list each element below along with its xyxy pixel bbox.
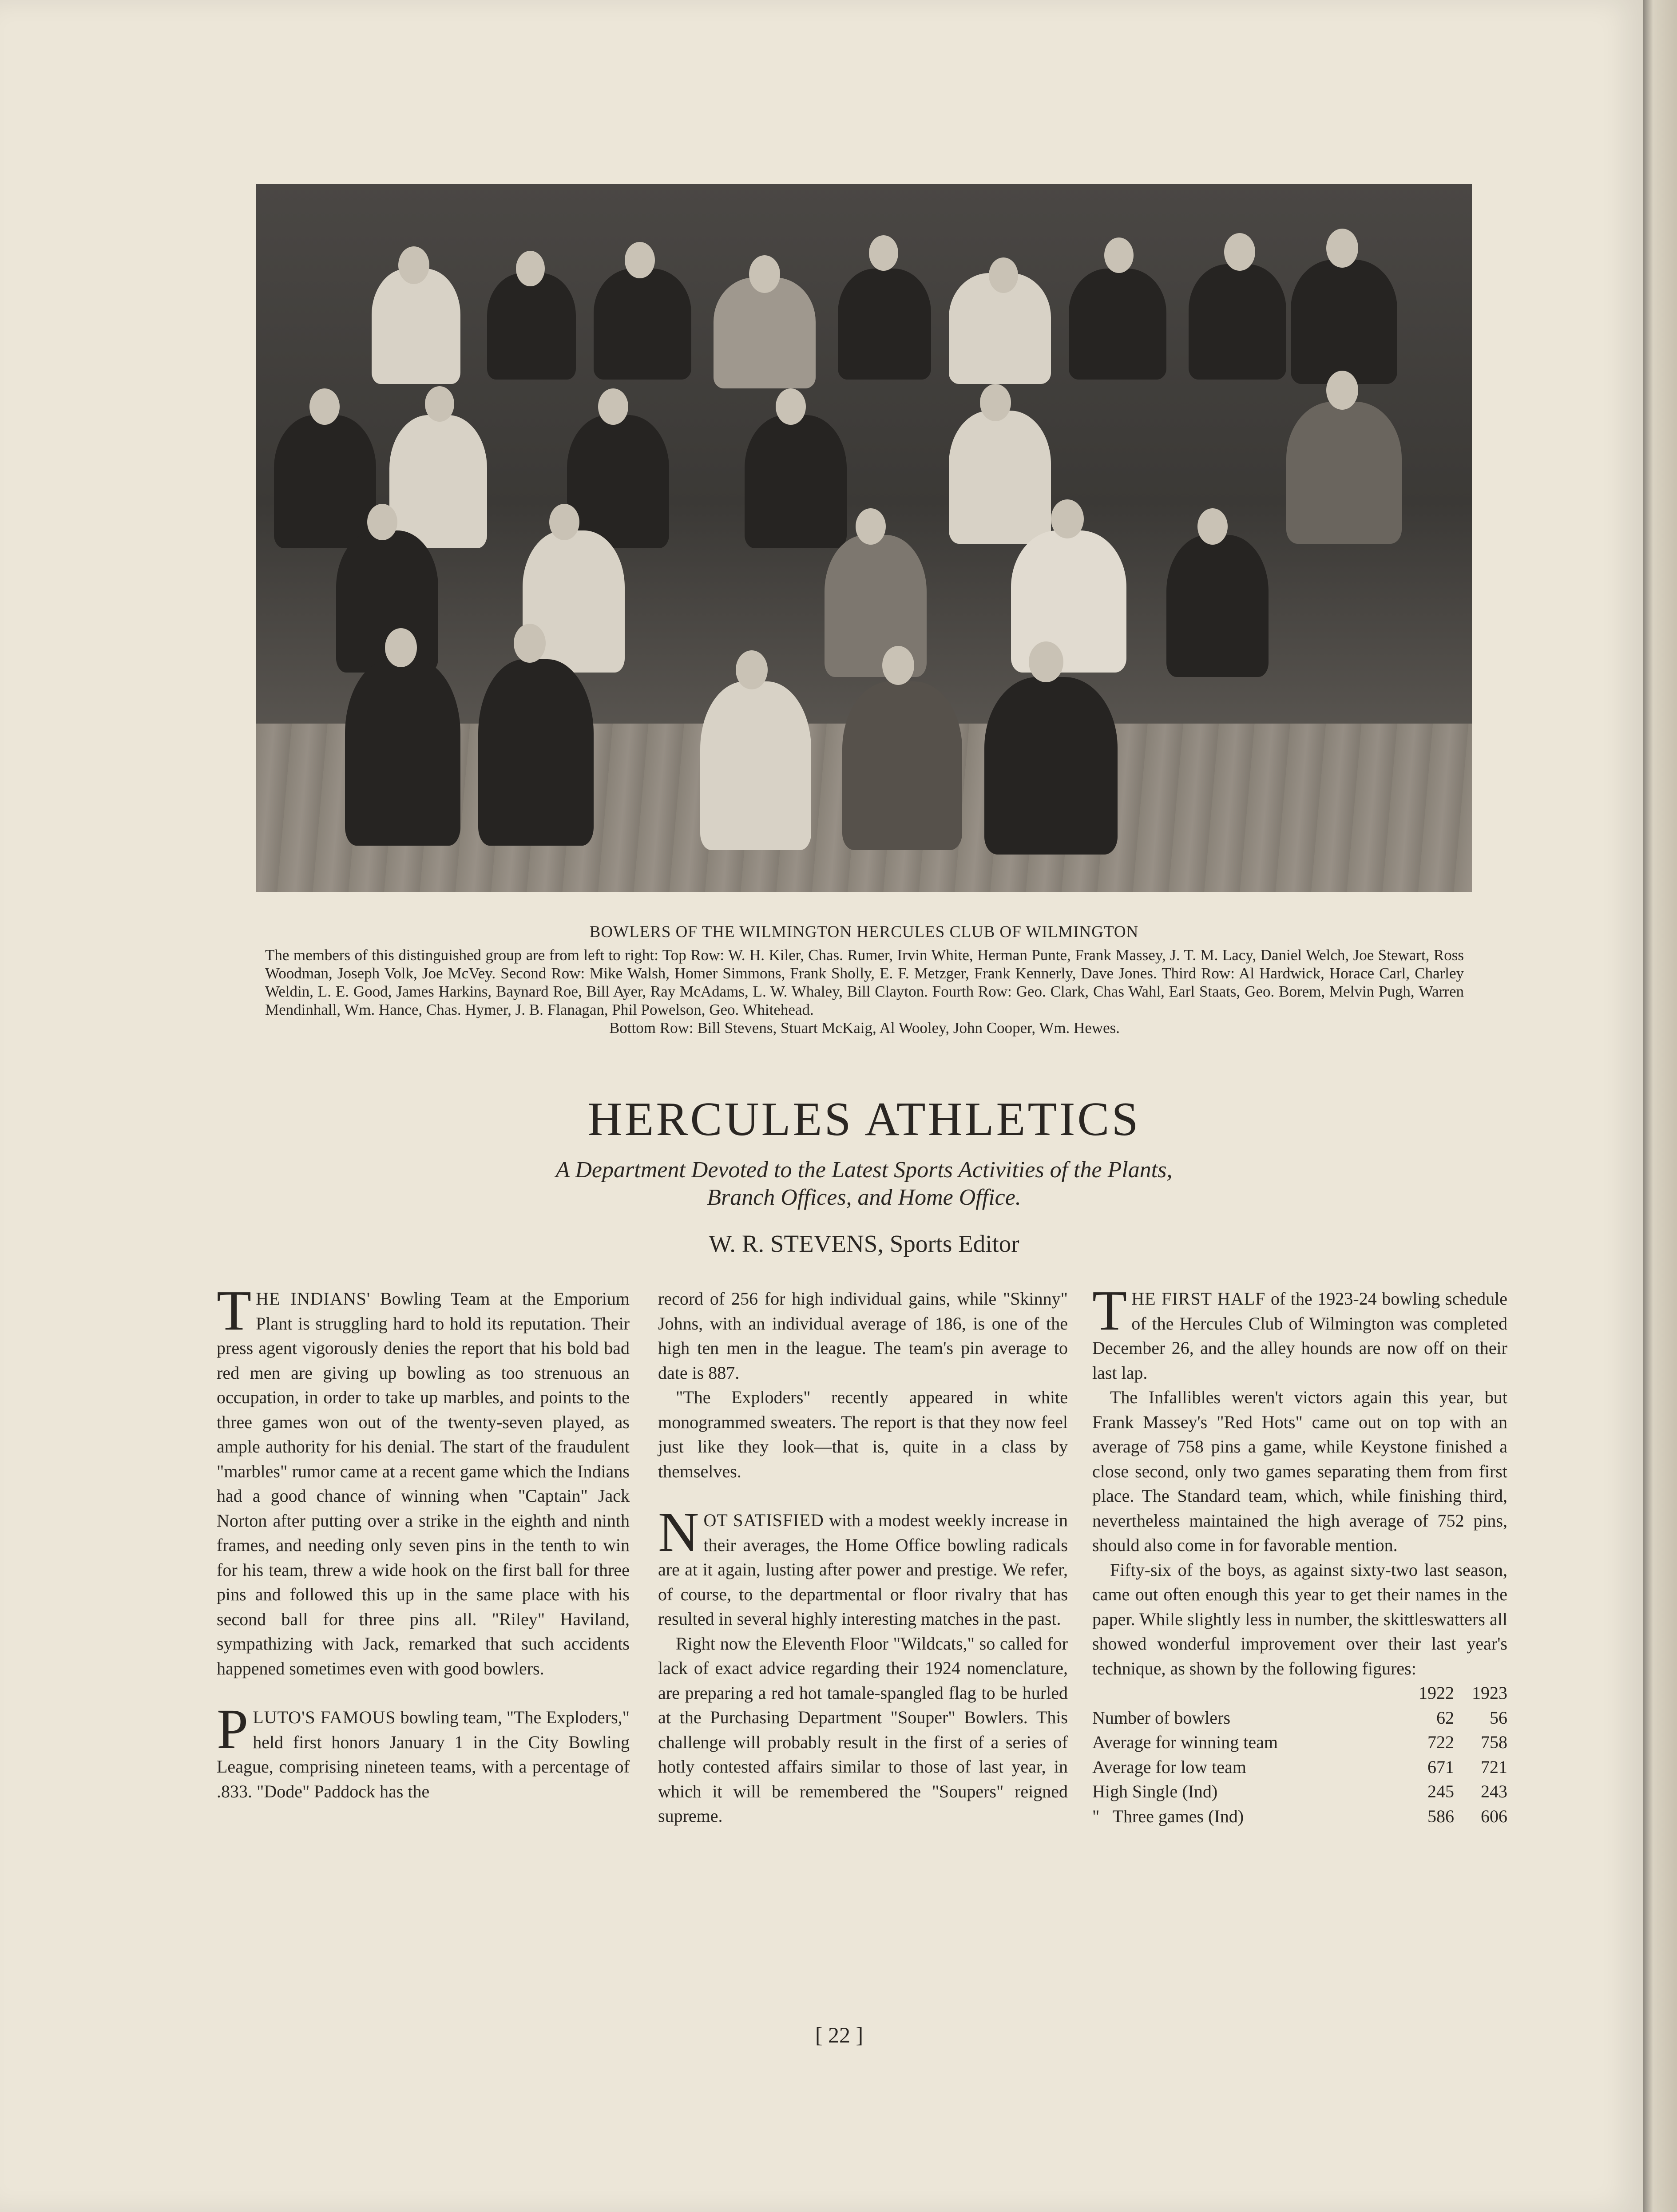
- column-1: [217, 1279, 630, 1804]
- figure-head: [309, 388, 340, 425]
- paragraph: [217, 1279, 630, 1681]
- paragraph: [217, 1698, 630, 1804]
- lead-in: HE INDIANS': [256, 1289, 371, 1309]
- figure-head: [549, 504, 579, 540]
- figure: [745, 415, 847, 548]
- figure-head: [736, 650, 768, 689]
- figure: [984, 677, 1118, 855]
- figure-head: [980, 384, 1011, 421]
- figure-head: [1104, 237, 1134, 273]
- figure: [389, 415, 487, 548]
- figure-head: [425, 386, 454, 422]
- subtitle-line-2: Branch Offices, and Home Office.: [707, 1185, 1021, 1210]
- table-cell: 243: [1481, 1781, 1507, 1801]
- figure-head: [516, 251, 545, 286]
- photo-caption-title: BOWLERS OF THE WILMINGTON HERCULES CLUB OF WILMINGTON: [589, 923, 1139, 941]
- figure-head: [776, 388, 806, 425]
- figure-head: [1224, 233, 1255, 271]
- figure-head: [385, 628, 417, 667]
- figure-head: [1197, 508, 1228, 545]
- paragraph-text: of the 1923-24 bowling schedule of the Hercules Club of Wilmington was completed December 26, and the alley hounds are now off on their last lap.: [1092, 1289, 1507, 1383]
- table-cell: 671: [1427, 1757, 1454, 1777]
- figure-head: [882, 646, 914, 685]
- article-title: HERCULES ATHLETICS: [587, 1093, 1141, 1146]
- table-header-cell: [1092, 1681, 1401, 1705]
- figure-head: [598, 388, 628, 425]
- paragraph-text: with a modest weekly increase in their averages, the Home Office bowling radicals are at it again, lusting after power and prestige. We refer, of course, to the departmental or floor rivalry that has resulted in several highly interesting matches in the past.: [658, 1510, 1068, 1629]
- figure-head: [1029, 641, 1063, 682]
- figure: [594, 269, 691, 380]
- figure: [842, 681, 962, 850]
- paragraph-text: bowling team, "The Exploders," held first honors January 1 in the City Bowling League, comprising nineteen teams, with a percentage of .833. "Dode" Paddock has the: [217, 1707, 630, 1801]
- drop-cap: T: [217, 1279, 252, 1342]
- figure: [700, 681, 811, 850]
- table-cell: 722: [1427, 1732, 1454, 1752]
- figure-head: [1326, 371, 1358, 410]
- figure: [1291, 260, 1397, 384]
- figure: [1011, 530, 1126, 673]
- figure: [1286, 402, 1402, 544]
- photo-caption: [265, 946, 1464, 1037]
- drop-cap: P: [217, 1698, 249, 1761]
- next-page-edge: [1643, 0, 1677, 2212]
- table-cell: 62: [1436, 1707, 1454, 1728]
- table-cell: " Three games (Ind): [1092, 1806, 1244, 1826]
- lead-in: OT SATISFIED: [703, 1510, 824, 1530]
- paragraph: record of 256 for high individual gains, while "Skinny" Johns, with an individual average of 186, is one of the high ten men in the league. The team's pin average to date is 887.: [658, 1289, 1068, 1383]
- paragraph: Right now the Eleventh Floor "Wildcats," so called for lack of exact advice regarding their 1924 nomenclature, are preparing a red hot tamale-spangled flag to be hurled at the Purchasing Department "Souper" Bowlers. This challenge will probably result in the first of a series of hotly contested affairs similar to those of last year, in which it will be remembered the "Soupers" reigned supreme.: [658, 1633, 1068, 1826]
- lead-in: LUTO'S FAMOUS: [253, 1707, 396, 1727]
- paragraph: Fifty-six of the boys, as against sixty-two last season, came out often enough this year to get their names in the paper. While slightly less in number, the skittleswatters all showed wonderful improvement over their last year's technique, as shown by the following figures:: [1092, 1559, 1507, 1678]
- table-header-cell: 1923: [1472, 1683, 1507, 1703]
- figure-head: [1326, 229, 1358, 268]
- figure-head: [856, 508, 886, 545]
- table-cell: 606: [1481, 1806, 1507, 1826]
- figure-head: [367, 504, 397, 540]
- table-cell: 245: [1427, 1781, 1454, 1801]
- table-cell: Average for low team: [1092, 1757, 1246, 1777]
- lead-in: HE FIRST HALF: [1131, 1289, 1266, 1309]
- photo-caption-bottom-row: Bottom Row: Bill Stevens, Stuart McKaig, Al Wooley, John Cooper, Wm. Hewes.: [609, 1019, 1120, 1037]
- table-cell: 721: [1481, 1757, 1507, 1777]
- team-photograph: [256, 184, 1472, 892]
- photo-caption-text: The members of this distinguished group are from left to right: Top Row: W. H. Kiler, Chas. Rumer, Irvin White, Herman Punte, Frank Massey, J. T. M. Lacy, Daniel Welch, Joe Stewart, Ross Woodman, Joseph Volk, Joe McVey. Second Row: Mike Walsh, Homer Simmons, Frank Sholly, E. F. Metzger, Frank Kennerly, Dave Jones. Third Row: Al Hardwick, Horace Carl, Charley Weldin, L. E. Good, James Harkins, Baynard Roe, Bill Ayer, Ray McAdams, L. W. Whaley, Bill Clayton. Fourth Row: Geo. Clark, Chas Wahl, Earl Staats, Geo. Borem, Melvin Pugh, Warren Mendinhall, Wm. Hance, Chas. Hymer, J. B. Flanagan, Phil Powelson, Geo. Whitehead.: [265, 946, 1464, 1018]
- table-row: [1092, 1730, 1507, 1755]
- byline: W. R. STEVENS, Sports Editor: [709, 1230, 1019, 1257]
- figure: [345, 659, 460, 846]
- table-cell: 758: [1481, 1732, 1507, 1752]
- figure-head: [625, 242, 655, 278]
- figure: [1166, 535, 1269, 677]
- figure: [567, 415, 669, 548]
- figure: [949, 411, 1051, 544]
- paragraph: The Infallibles weren't victors again this year, but Frank Massey's "Red Hots" came out on top with an average of 758 pins a game, while Keystone finished a close second, only two games separating them from first place. The Standard team, which, while finishing third, nevertheless maintained the high average of 752 pins, should also come in for favorable mention.: [1092, 1387, 1507, 1555]
- table-cell: 56: [1490, 1707, 1507, 1728]
- figure: [478, 659, 594, 846]
- table-header-row: [1092, 1681, 1507, 1705]
- table-cell: Average for winning team: [1092, 1732, 1278, 1752]
- table-row: [1092, 1779, 1507, 1804]
- figure-head: [989, 257, 1018, 293]
- subtitle-line-1: A Department Devoted to the Latest Sports Activities of the Plants,: [555, 1157, 1173, 1183]
- figure-head: [749, 255, 780, 293]
- figure: [1189, 264, 1286, 380]
- figure-head: [398, 246, 429, 284]
- paragraph-text: Bowling Team at the Emporium Plant is struggling hard to hold its reputation. Their press agent vigorously denies the report that his bold bad red men are giving up bowling as too strenuous an occupation, in order to take up marbles, and points to the three games won out of the twenty-seven played, as ample authority for his denial. The start of the fraudulent "marbles" rumor came at a recent game which the Indians had a good chance of winning when "Captain" Jack Norton after putting over a strike in the eighth and ninth frames, and needing only seven pins in the tenth to win for his team, threw a wide hook on the first ball for three pins and followed this up in the same place with his second ball for three pins all. "Riley" Haviland, sympathizing with Jack, remarked that such accidents happened sometimes even with good bowlers.: [217, 1289, 630, 1678]
- figure: [372, 269, 460, 384]
- article-subtitle: [400, 1156, 1328, 1211]
- figure: [838, 269, 931, 380]
- table-cell: High Single (Ind): [1092, 1781, 1218, 1801]
- drop-cap: T: [1092, 1279, 1127, 1342]
- table-header-cell: 1922: [1419, 1683, 1454, 1703]
- table-row: [1092, 1804, 1507, 1829]
- figure: [487, 273, 576, 380]
- table-cell: 586: [1427, 1806, 1454, 1826]
- figure: [1069, 269, 1166, 380]
- paragraph: [1092, 1279, 1507, 1385]
- figure-head: [1051, 499, 1084, 538]
- table-cell: Number of bowlers: [1092, 1707, 1231, 1728]
- column-2: [658, 1286, 1068, 1828]
- table-row: [1092, 1705, 1507, 1730]
- bowling-stats-table: [1092, 1681, 1507, 1828]
- table-row: [1092, 1755, 1507, 1780]
- paragraph: [658, 1500, 1068, 1631]
- figure-head: [869, 235, 898, 271]
- page-number: [ 22 ]: [815, 2022, 864, 2047]
- column-3: [1092, 1279, 1507, 1828]
- figure-head: [514, 624, 546, 663]
- paragraph: "The Exploders" recently appeared in white monogrammed sweaters. The report is that they now feel just like they look—that is, quite in a class by themselves.: [658, 1387, 1068, 1481]
- figure: [274, 415, 376, 548]
- drop-cap: N: [658, 1500, 699, 1563]
- figure: [714, 277, 816, 388]
